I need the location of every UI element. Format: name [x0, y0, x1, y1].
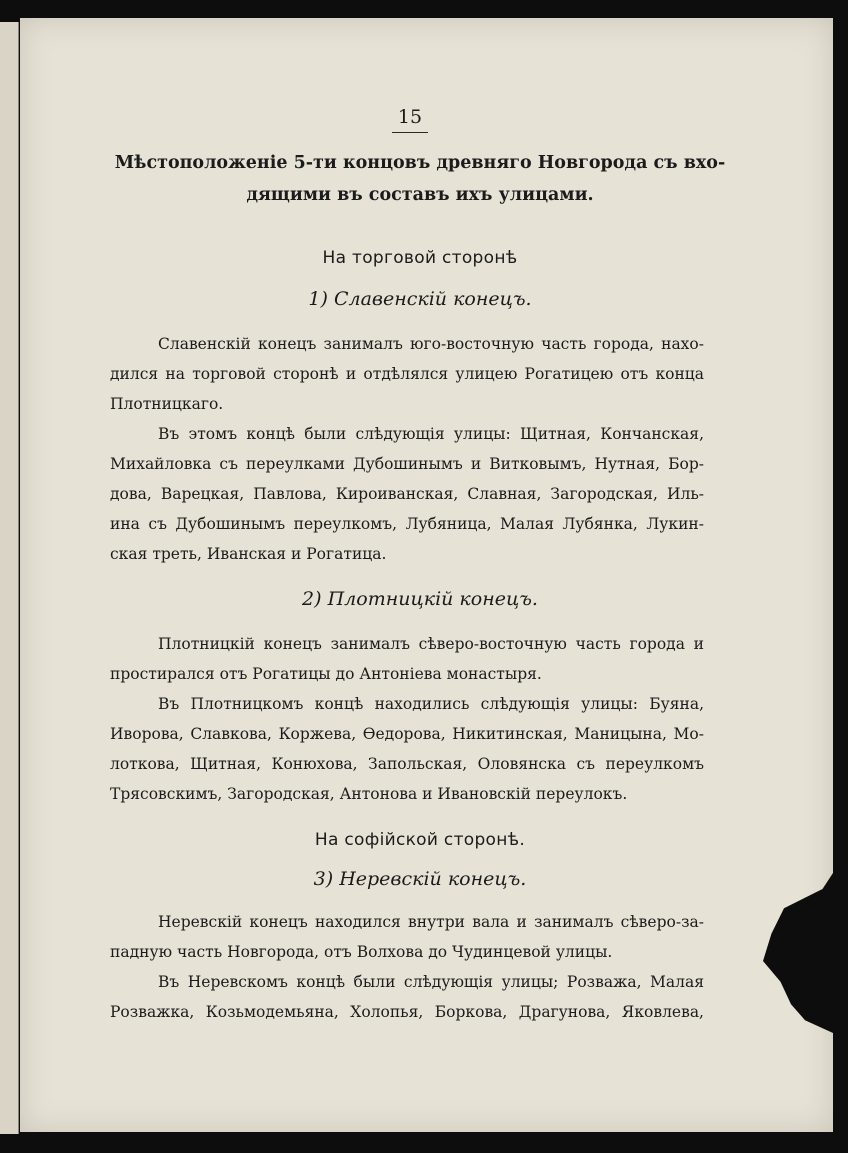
text-line: Трясовскимъ, Загородская, Антонова и Ивановскiй переулокъ.: [110, 785, 628, 803]
page-title-line-2: дящими въ составъ ихъ улицами.: [246, 185, 594, 205]
text-line: Неревскiй конецъ находился внутри вала и занималъ сѣверо-за-: [158, 913, 704, 931]
text-line: ская треть, Иванская и Рогатица.: [110, 545, 387, 563]
side-heading-trade: На торговой сторонѣ: [322, 248, 518, 268]
text-line: дова, Варецкая, Павлова, Кироиванская, Славная, Загородская, Иль-: [110, 485, 704, 503]
section-heading-plotnitsky: 2) Плотницкiй конецъ.: [302, 588, 538, 610]
text-line: Славенскiй конецъ занималъ юго-восточную часть города, нахо-: [158, 335, 704, 353]
page-number: 15: [392, 106, 428, 133]
section-heading-slavensky: 1) Славенскiй конецъ.: [308, 288, 532, 310]
text-line: лоткова, Щитная, Конюхова, Запольская, Оловянска съ переулкомъ: [110, 755, 704, 773]
torn-page-edge: [763, 873, 833, 1033]
text-line: Розважка, Козьмодемьяна, Холопья, Боркова, Драгунова, Яковлева,: [110, 1003, 704, 1021]
text-line: Плотницкаго.: [110, 395, 224, 413]
text-line: Въ Плотницкомъ концѣ находились слѣдующiя улицы: Буяна,: [158, 695, 704, 713]
text-line: дился на торговой сторонѣ и отдѣлялся улицею Рогатицею отъ конца: [110, 365, 704, 383]
page-title-line-1: Мѣстоположенiе 5-ти концовъ древняго Новгорода съ вхо-: [114, 153, 726, 173]
text-line: простирался отъ Рогатицы до Антонiева монастыря.: [110, 665, 542, 683]
text-line: Плотницкiй конецъ занималъ сѣверо-восточную часть города и: [158, 635, 704, 653]
text-line: падную часть Новгорода, отъ Волхова до Чудинцевой улицы.: [110, 943, 613, 961]
book-page: [20, 18, 833, 1132]
text-line: Въ Неревскомъ концѣ были слѣдующiя улицы; Розважа, Малая: [158, 973, 704, 991]
text-line: Михайловка съ переулками Дубошинымъ и Витковымъ, Нутная, Бор-: [110, 455, 704, 473]
text-line: Иворова, Славкова, Коржева, Ѳедорова, Никитинская, Маницына, Мо-: [110, 725, 704, 743]
text-line: Въ этомъ концѣ были слѣдующiя улицы: Щитная, Кончанская,: [158, 425, 704, 443]
side-heading-sofia: На софiйской сторонѣ.: [314, 830, 526, 850]
text-line: ина съ Дубошинымъ переулкомъ, Лубяница, Малая Лубянка, Лукин-: [110, 515, 704, 533]
section-heading-nerevsky: 3) Неревскiй конецъ.: [313, 868, 527, 890]
adjacent-page-edge: [0, 22, 19, 1134]
